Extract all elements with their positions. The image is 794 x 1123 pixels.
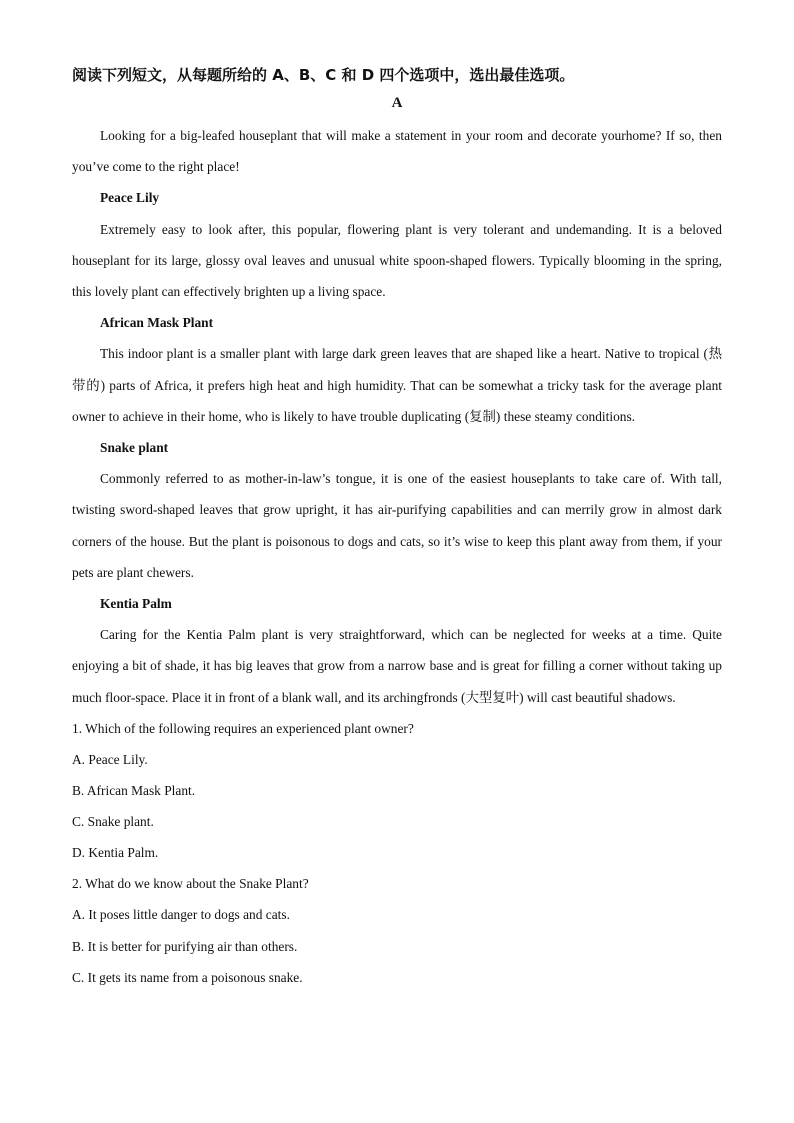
question-1-option-a[interactable]: A. Peace Lily. — [72, 751, 148, 767]
question-1-option-c[interactable]: C. Snake plant. — [72, 814, 154, 830]
plant-heading-kentia-palm: Kentia Palm — [100, 596, 172, 612]
plant-paragraph-african-mask: This indoor plant is a smaller plant with large dark green leaves that are shaped like a heart. Native to tropical (热带的) parts of Africa, it prefers high heat and high humidity. That can be somewhat a tricky task for the average plant owner to achieve in their home, who is likely to have trouble duplicating (复制) these steamy conditions. — [72, 346, 722, 424]
question-1-stem: 1. Which of the following requires an experienced plant owner? — [72, 720, 414, 736]
question-2-option-c[interactable]: C. It gets its name from a poisonous snake. — [72, 969, 303, 985]
plant-heading-african-mask: African Mask Plant — [100, 315, 214, 331]
question-1-option-b[interactable]: B. African Mask Plant. — [72, 783, 196, 799]
plant-paragraph-kentia-palm: Caring for the Kentia Palm plant is very straightforward, which can be neglected for weeks at a time. Quite enjoying a bit of shade, it has big leaves that grow from a narrow base and is great for filling a corner without taking up much floor-space. Place it in front of a blank wall, and its archingfronds (大型复叶) will cast beautiful shadows. — [72, 627, 722, 705]
section-label: A — [391, 95, 403, 111]
question-2-stem: 2. What do we know about the Snake Plant? — [72, 876, 309, 892]
question-1-option-d[interactable]: D. Kentia Palm. — [72, 845, 159, 861]
question-2-option-a[interactable]: A. It poses little danger to dogs and cats. — [72, 907, 290, 923]
document-page — [72, 62, 722, 993]
plant-paragraph-snake-plant: Commonly referred to as mother-in-law’s tongue, it is one of the easiest houseplants to take care of. With tall, twisting sword-shaped leaves that grow upright, it has air-purifying capabilities and can merrily grow in almost dark corners of the house. But the plant is poisonous to dogs and cats, so it’s wise to keep this plant away from them, if your pets are plant chewers. — [72, 471, 722, 580]
question-2-option-b[interactable]: B. It is better for purifying air than others. — [72, 938, 298, 954]
intro-paragraph: Looking for a big-leafed houseplant that will make a statement in your room and decorate yourhome? If so, then you’ve come to the right place! — [72, 128, 722, 175]
plant-heading-snake-plant: Snake plant — [100, 440, 169, 456]
plant-paragraph-peace-lily: Extremely easy to look after, this popular, flowering plant is very tolerant and undemanding. It is a beloved houseplant for its large, glossy oval leaves and unusual white spoon-shaped flowers. Typically blooming in the spring, this lovely plant can effectively brighten up a living space. — [72, 221, 722, 300]
instruction-text: 阅读下列短文，从每题所给的 A、B、C 和 D 四个选项中，选出最佳选项。 — [72, 66, 575, 84]
plant-heading-peace-lily: Peace Lily — [100, 190, 160, 206]
